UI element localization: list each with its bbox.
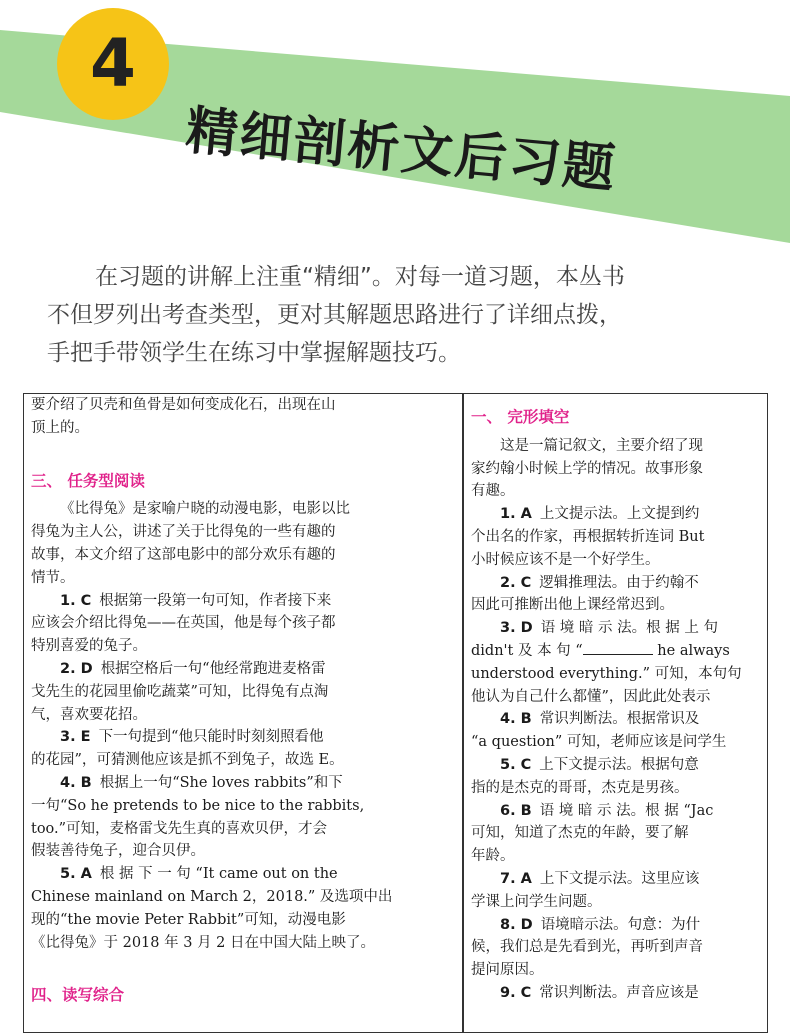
answer-line	[471, 549, 768, 572]
answer-text: 下一句提到“他只能时时刻刻照看他	[98, 729, 324, 746]
answer-line	[471, 822, 768, 845]
text-line: 得兔为主人公，讲述了关于比得兔的一些有趣的	[31, 524, 336, 541]
spacer	[31, 954, 455, 972]
section-heading: 四、读写综合	[31, 986, 125, 1005]
answer-line	[471, 686, 768, 709]
answer-line	[31, 681, 455, 704]
right-column	[471, 394, 768, 1032]
answer-number: 6. B	[500, 802, 532, 819]
answer-line	[471, 640, 768, 663]
answer-number: 3. D	[500, 620, 533, 637]
answer-line	[471, 503, 768, 526]
answer-line	[31, 840, 455, 863]
answer-text: Chinese mainland on March 2，2018.” 及选项中出	[31, 888, 393, 905]
answer-text: too.”可知，麦格雷戈先生真的喜欢贝伊，才会	[31, 820, 328, 837]
answer-number: 4. B	[500, 711, 532, 728]
answer-text: 逻辑推理法。由于约翰不	[539, 574, 699, 591]
answer-text: 根据空格后一句“他经常跑进麦格雷	[100, 660, 326, 677]
answer-number: 2. D	[60, 660, 93, 677]
answer-line	[31, 863, 455, 886]
spacer	[31, 440, 455, 458]
answer-text: 上文提示法。上文提到约	[539, 506, 700, 523]
answer-text: 根据第一段第一句可知，作者接下来	[99, 592, 332, 609]
answer-line	[471, 572, 768, 595]
answer-number: 2. C	[500, 574, 532, 591]
answer-number: 5. C	[500, 756, 532, 773]
answer-text: 候，我们总是先看到光，再听到声音	[471, 939, 703, 956]
answer-line	[471, 731, 768, 754]
answer-text: 根 据 下 一 句 “It came out on the	[99, 866, 338, 883]
answer-line	[471, 663, 768, 686]
answer-line	[31, 932, 455, 955]
answer-line	[471, 914, 768, 937]
answer-text: 现的“the movie Peter Rabbit”可知，动漫电影	[31, 911, 346, 928]
answer-line	[31, 658, 455, 681]
answer-text: 提问原因。	[471, 962, 544, 979]
answer-number: 4. B	[60, 774, 92, 791]
text-line: 家约翰小时候上学的情况。故事形象	[471, 460, 703, 477]
answer-number: 8. D	[500, 916, 533, 933]
answer-text: 年龄。	[471, 848, 515, 865]
answer-text: 小时候应该不是一个好学生。	[471, 551, 660, 568]
answer-text: 他认为自己什么都懂”，因此此处表示	[471, 688, 711, 705]
answer-number: 3. E	[60, 729, 91, 746]
section-number-badge	[57, 8, 169, 120]
text-line: 这是一篇记叙文，主要介绍了现	[500, 437, 703, 454]
answer-text: 指的是杰克的哥哥，杰克是男孩。	[471, 779, 689, 796]
answer-text: 的花园”，可猜测他应该是抓不到兔子，故选 E。	[31, 752, 344, 769]
answer-line	[31, 635, 455, 658]
intro-text	[47, 258, 767, 372]
answer-text: 语境暗示法。句意：为什	[540, 916, 701, 933]
answer-number: 1. A	[500, 506, 532, 523]
intro-line: 手把手带领学生在练习中掌握解题技巧。	[47, 340, 461, 366]
text-line: 故事，本文介绍了这部电影中的部分欢乐有趣的	[31, 546, 336, 563]
answer-line	[471, 617, 768, 640]
section-heading: 一、 完形填空	[471, 408, 570, 426]
answer-line	[31, 886, 455, 909]
answer-key-excerpt	[23, 393, 768, 1033]
answer-line	[31, 612, 455, 635]
answer-line	[471, 754, 768, 777]
answer-line	[31, 795, 455, 818]
answer-number: 5. A	[60, 866, 92, 883]
answer-number: 9. C	[500, 984, 532, 1001]
answer-line	[31, 909, 455, 932]
answer-text: he always	[652, 642, 730, 659]
answer-line	[471, 868, 768, 891]
text-line: 顶上的。	[31, 419, 89, 436]
column-divider	[462, 394, 464, 1032]
answer-text: 常识判断法。根据常识及	[539, 711, 700, 728]
banner-title: 精细剖析文后习题	[183, 100, 620, 200]
answer-line	[471, 777, 768, 800]
answer-text: 根据上一句“She loves rabbits”和下	[99, 774, 343, 791]
answer-line	[471, 982, 768, 1005]
answer-text: 上下文提示法。根据句意	[539, 756, 699, 773]
answer-line	[31, 818, 455, 841]
answer-text: understood everything.” 可知，本句句	[471, 665, 742, 682]
answer-line	[31, 590, 455, 613]
text-line: 要介绍了贝壳和鱼骨是如何变成化石，出现在山	[31, 397, 336, 413]
answer-text: “a question” 可知，老师应该是问学生	[471, 734, 727, 751]
answer-line	[471, 594, 768, 617]
section-heading: 三、 任务型阅读	[31, 471, 145, 490]
answer-line	[471, 845, 768, 868]
answer-line	[31, 704, 455, 727]
text-line: 《比得兔》是家喻户晓的动漫电影，电影以比	[60, 501, 350, 518]
answer-text: didn't 及 本 句 “	[471, 642, 583, 659]
answer-line	[471, 891, 768, 914]
left-column	[31, 394, 455, 1032]
answer-text: 戈先生的花园里偷吃蔬菜”可知，比得兔有点淘	[31, 683, 329, 700]
answer-text: 学课上问学生问题。	[471, 893, 602, 910]
answer-line	[31, 772, 455, 795]
answer-line	[471, 708, 768, 731]
answer-line	[471, 526, 768, 549]
text-line: 情节。	[31, 569, 75, 586]
section-number: 4	[90, 25, 136, 102]
answer-line	[471, 936, 768, 959]
answer-number: 1. C	[60, 592, 92, 609]
answer-text: 气，喜欢要花招。	[31, 706, 147, 723]
answer-line	[471, 959, 768, 982]
intro-line: 在习题的讲解上注重“精细”。对每一道习题，本丛书	[95, 264, 625, 290]
answer-text: 特别喜爱的兔子。	[31, 638, 147, 655]
fill-blank	[583, 640, 653, 655]
answer-text: 常识判断法。声音应该是	[539, 984, 699, 1001]
answer-text: 上下文提示法。这里应该	[539, 870, 700, 887]
answer-text: 应该会介绍比得兔——在英国，他是每个孩子都	[31, 615, 336, 632]
answer-number: 7. A	[500, 870, 532, 887]
answer-text: 可知，知道了杰克的年龄，要了解	[471, 825, 689, 842]
answer-line	[31, 726, 455, 749]
answer-text: 《比得兔》于 2018 年 3 月 2 日在中国大陆上映了。	[31, 934, 376, 951]
answer-text: 假装善待兔子，迎合贝伊。	[31, 843, 205, 860]
answer-text: 一句“So he pretends to be nice to the rabbits,	[31, 797, 365, 814]
text-line: 有趣。	[471, 483, 515, 500]
answer-text: 个出名的作家，再根据转折连词 But	[471, 528, 705, 545]
answer-line	[31, 749, 455, 772]
answer-text: 语 境 暗 示 法。根 据 上 句	[540, 620, 718, 637]
answer-line	[471, 800, 768, 823]
intro-line: 不但罗列出考查类型，更对其解题思路进行了详细点拨，	[47, 302, 622, 328]
answer-text: 语 境 暗 示 法。根 据 “Jac	[539, 802, 714, 819]
answer-text: 因此可推断出他上课经常迟到。	[471, 597, 674, 614]
